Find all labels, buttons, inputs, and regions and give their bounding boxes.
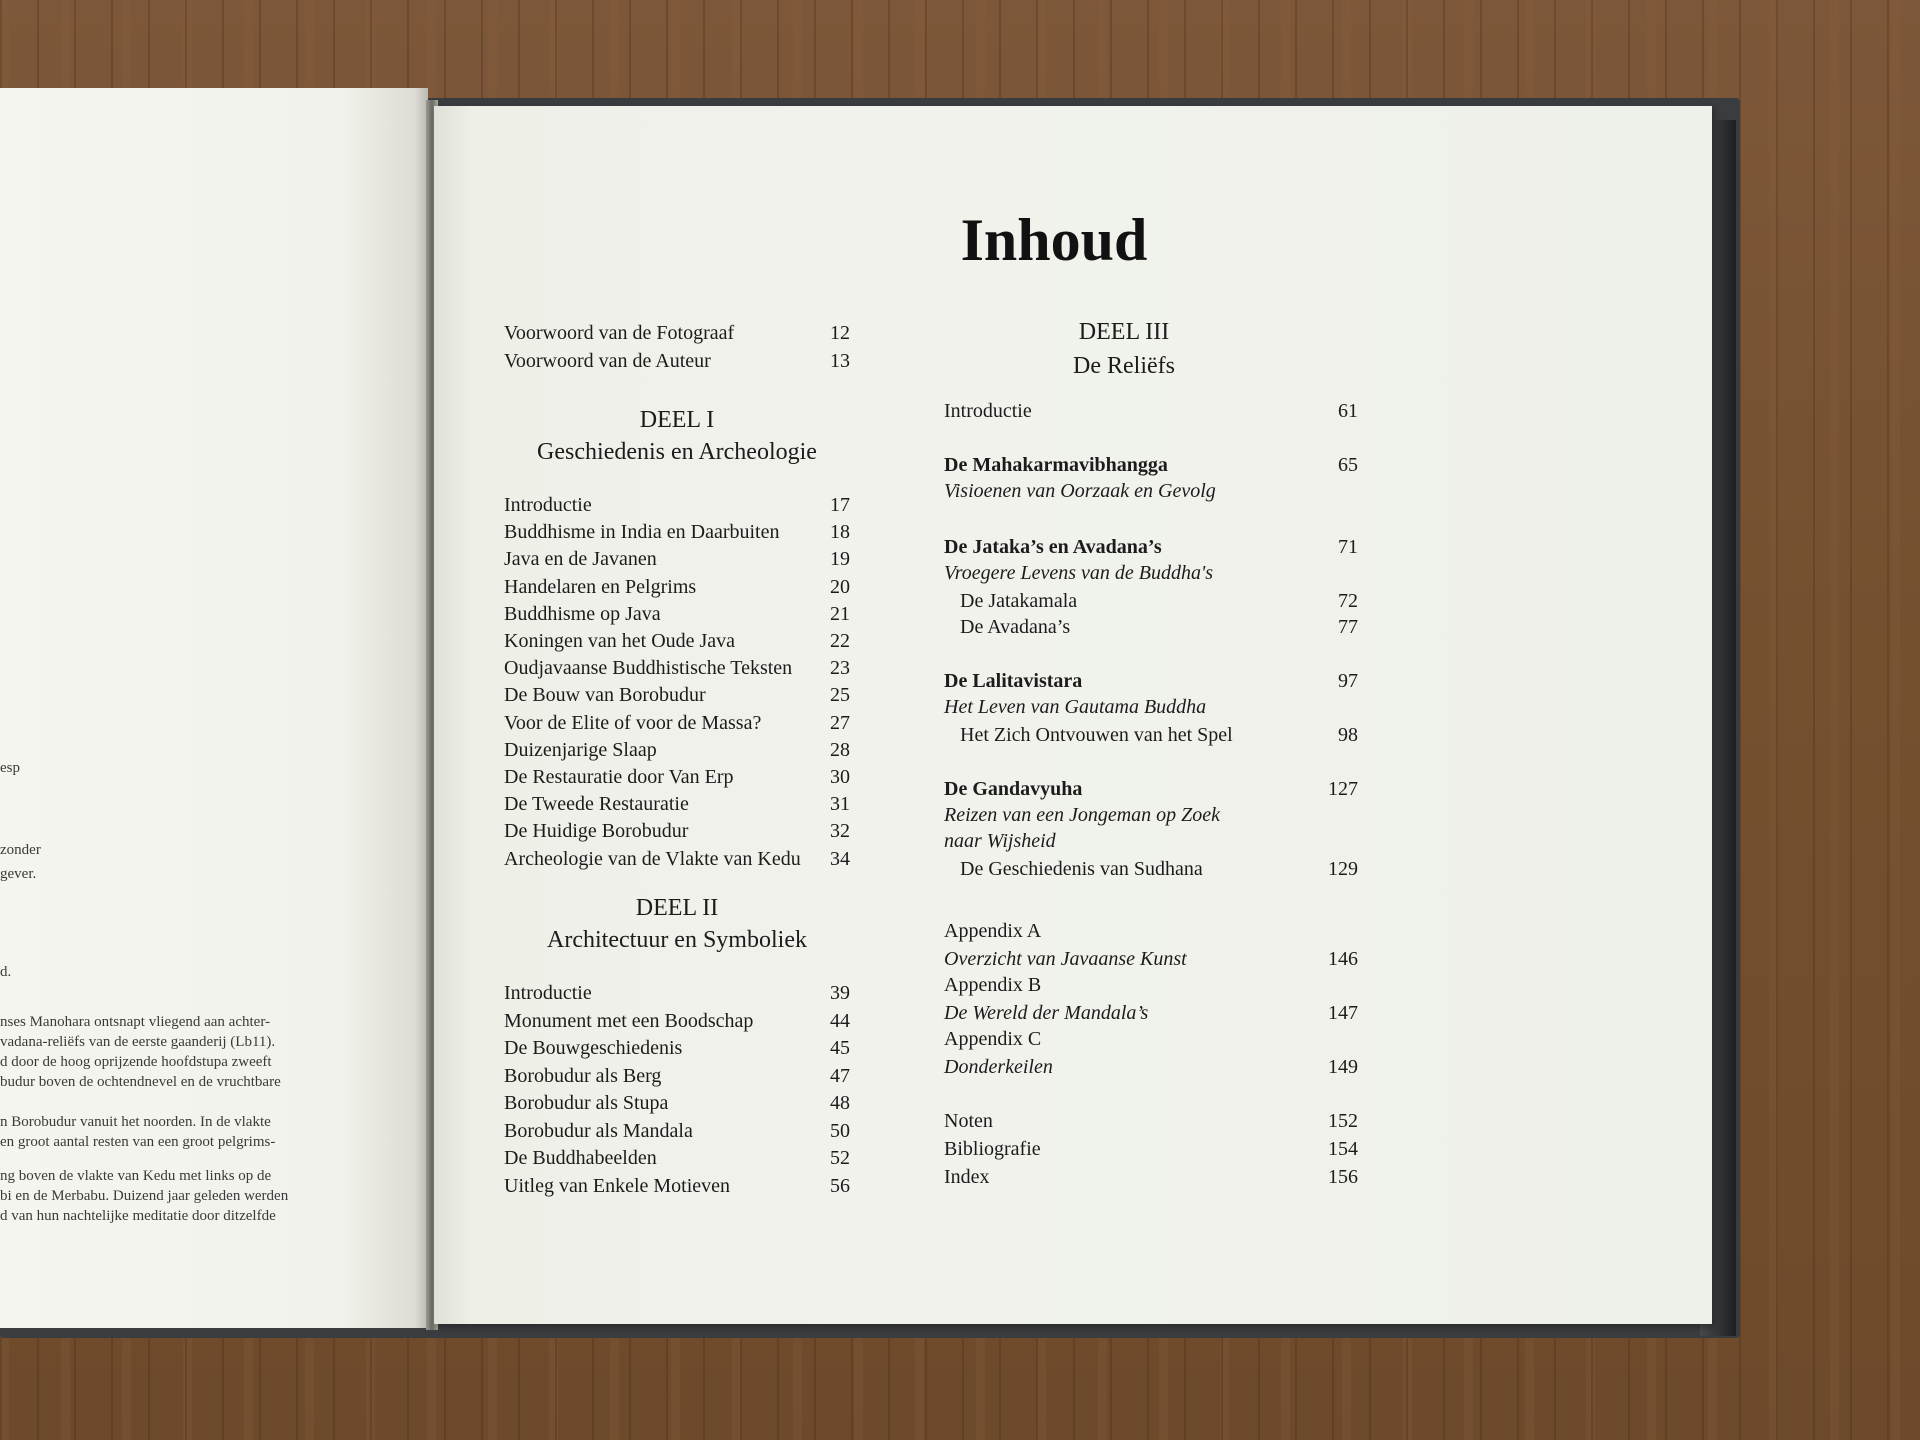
toc-entry-label: De Avadana’s — [960, 616, 1071, 638]
toc-entry-page: 23 — [830, 657, 850, 680]
toc-entry — [504, 980, 850, 1006]
toc-entry — [944, 1054, 1358, 1080]
caption-fragment: d door de hoog oprijzende hoofdstupa zweeft — [0, 1054, 272, 1070]
toc-entry — [504, 1118, 850, 1144]
toc-entry — [504, 1008, 850, 1034]
toc-entry-label: Uitleg van Enkele Motieven — [504, 1174, 731, 1197]
caption-fragment: zonder — [0, 842, 41, 858]
toc-entry — [944, 722, 1358, 748]
toc-entry — [504, 348, 850, 374]
toc-entry-page: 30 — [830, 766, 850, 788]
left-page — [0, 88, 428, 1328]
toc-entry-label: Noten — [944, 1110, 993, 1132]
toc-entry-label: Voor de Elite of voor de Massa? — [504, 711, 762, 734]
toc-entry-label: Koningen van het Oude Java — [504, 630, 736, 652]
toc-entry-label: Reizen van een Jongeman op Zoek — [944, 804, 1221, 826]
toc-entry — [504, 601, 850, 627]
toc-entry-label: Appendix A — [944, 920, 1042, 942]
toc-entry — [944, 1026, 1358, 1052]
toc-entry-page: 129 — [1328, 858, 1358, 880]
toc-entry-page: 48 — [830, 1092, 850, 1114]
caption-fragment: esp — [0, 760, 20, 776]
toc-entry-page: 72 — [1338, 590, 1358, 612]
part-number: DEEL II — [635, 895, 719, 921]
toc-entry — [944, 452, 1358, 478]
toc-entry-label: De Buddhabeelden — [504, 1147, 657, 1169]
toc-entry-page: 50 — [830, 1119, 850, 1142]
toc-entry-label: De Huidige Borobudur — [504, 820, 689, 843]
toc-entry — [504, 492, 850, 518]
toc-entry — [944, 694, 1358, 720]
caption-fragment: vadana-reliëfs van de eerste gaanderij (Lb11). — [0, 1034, 276, 1050]
toc-entry-label: Introductie — [944, 400, 1032, 422]
toc-entry-page: 149 — [1328, 1056, 1358, 1078]
toc-entry-label: De Jatakamala — [960, 590, 1078, 612]
toc-entry-label: De Restauratie door Van Erp — [504, 766, 734, 788]
toc-entry — [504, 1173, 850, 1199]
toc-entry-page: 34 — [830, 847, 850, 870]
toc-entry-page: 154 — [1328, 1138, 1358, 1160]
caption-fragment: bi en de Merbabu. Duizend jaar geleden werden — [0, 1188, 289, 1204]
part-number: DEEL III — [1078, 319, 1170, 345]
part-title: Geschiedenis en Archeologie — [537, 439, 817, 465]
toc-entry-page: 28 — [830, 738, 850, 761]
toc-entry — [504, 1063, 850, 1089]
toc-entry-label: Index — [944, 1166, 990, 1188]
toc-entry — [504, 320, 850, 346]
toc-entry-label: Het Leven van Gautama Buddha — [944, 696, 1207, 718]
toc-entry-label: Appendix B — [944, 974, 1042, 996]
toc-entry-page: 147 — [1328, 1002, 1358, 1024]
toc-entry — [944, 776, 1358, 802]
toc-entry-page: 44 — [830, 1009, 850, 1032]
toc-entry-page: 39 — [830, 982, 850, 1004]
toc-entry-label: Visioenen van Oorzaak en Gevolg — [944, 480, 1216, 502]
toc-entry-label: Vroegere Levens van de Buddha's — [944, 562, 1214, 584]
caption-fragment: budur boven de ochtendnevel en de vruchtbare — [0, 1074, 281, 1090]
toc-entry-page: 12 — [830, 322, 850, 344]
toc-entry-label: Overzicht van Javaanse Kunst — [944, 948, 1187, 970]
caption-fragment: ng boven de vlakte van Kedu met links op de — [0, 1168, 272, 1184]
toc-entry-page: 31 — [830, 793, 850, 816]
toc-entry-label: Borobudur als Mandala — [504, 1119, 693, 1142]
toc-entry-page: 27 — [830, 711, 850, 734]
toc-entry-label: Buddhisme op Java — [504, 602, 661, 625]
toc-entry-label: Borobudur als Berg — [504, 1064, 662, 1087]
toc-entry-page: 56 — [830, 1174, 850, 1197]
toc-entry-label: De Wereld der Mandala’s — [944, 1002, 1149, 1024]
toc-entry-page: 71 — [1338, 536, 1358, 558]
toc-entry — [504, 818, 850, 844]
toc-entry-page: 65 — [1338, 454, 1358, 476]
toc-entry — [504, 574, 850, 600]
toc-entry — [944, 668, 1358, 694]
toc-entry-page: 18 — [830, 521, 850, 544]
toc-entry-label: De Geschiedenis van Sudhana — [960, 858, 1203, 880]
page-title: Inhoud — [960, 207, 1148, 273]
toc-entry-page: 22 — [830, 630, 850, 652]
toc-entry-page: 25 — [830, 684, 850, 707]
toc-entry-label: Voorwoord van de Fotograaf — [504, 322, 735, 344]
toc-entry — [944, 918, 1358, 944]
caption-fragment: en groot aantal resten van een groot pelgrims- — [0, 1134, 276, 1150]
toc-entry-page: 146 — [1328, 948, 1358, 970]
toc-entry-page: 45 — [830, 1037, 850, 1059]
toc-entry-page: 152 — [1328, 1110, 1358, 1132]
toc-entry — [944, 1108, 1358, 1134]
part-title: Architectuur en Symboliek — [547, 927, 807, 953]
toc-entry-label: Buddhisme in India en Daarbuiten — [504, 521, 780, 544]
toc-entry-page: 98 — [1338, 724, 1358, 746]
toc-entry — [504, 764, 850, 790]
toc-entry-page: 156 — [1328, 1166, 1358, 1188]
toc-entry-label: Duizenjarige Slaap — [504, 738, 657, 761]
toc-entry-label: De Gandavyuha — [944, 778, 1083, 800]
toc-entry-label: naar Wijsheid — [944, 830, 1056, 852]
toc-entry — [944, 802, 1358, 828]
toc-entry-label: De Bouwgeschiedenis — [504, 1037, 683, 1059]
toc-entry — [504, 791, 850, 817]
toc-entry-page: 19 — [830, 548, 850, 571]
toc-entry-label: Handelaren en Pelgrims — [504, 575, 697, 598]
caption-fragment: gever. — [0, 866, 37, 882]
toc-entry — [944, 946, 1358, 972]
toc-entry-page: 17 — [830, 494, 850, 516]
caption-fragment: d van hun nachtelijke meditatie door ditzelfde — [0, 1208, 276, 1224]
toc-entry — [504, 546, 850, 572]
toc-entry — [504, 682, 850, 708]
toc-entry — [944, 972, 1358, 998]
toc-entry-page: 77 — [1338, 616, 1358, 638]
toc-entry-label: Oudjavaanse Buddhistische Teksten — [504, 657, 793, 680]
toc-entry-page: 52 — [830, 1147, 850, 1169]
toc-entry-label: Voorwoord van de Auteur — [504, 349, 711, 372]
toc-entry — [944, 478, 1358, 504]
toc-entry — [504, 519, 850, 545]
toc-entry-label: Introductie — [504, 982, 592, 1004]
toc-entry-label: Borobudur als Stupa — [504, 1092, 669, 1114]
toc-entry-label: De Jataka’s en Avadana’s — [944, 536, 1162, 558]
toc-entry-label: Bibliografie — [944, 1138, 1041, 1160]
toc-entry — [504, 710, 850, 736]
toc-entry-label: Appendix C — [944, 1028, 1042, 1050]
toc-entry — [944, 560, 1358, 586]
toc-entry — [504, 1145, 850, 1171]
toc-entry — [944, 398, 1358, 424]
toc-entry — [944, 828, 1358, 854]
toc-entry — [944, 1000, 1358, 1026]
toc-entry-label: De Bouw van Borobudur — [504, 684, 706, 707]
toc-entry-label: De Mahakarmavibhangga — [944, 454, 1168, 476]
toc-entry — [944, 534, 1358, 560]
toc-entry — [504, 655, 850, 681]
toc-entry-page: 47 — [830, 1064, 850, 1087]
toc-entry — [944, 1164, 1358, 1190]
toc-entry-label: Archeologie van de Vlakte van Kedu — [504, 847, 801, 870]
toc-entry — [504, 737, 850, 763]
caption-fragment: n Borobudur vanuit het noorden. In de vlakte — [0, 1114, 271, 1130]
toc-entry-page: 61 — [1338, 400, 1358, 422]
toc-entry-label: De Tweede Restauratie — [504, 793, 689, 816]
toc-entry — [504, 1090, 850, 1116]
toc-entry-label: Java en de Javanen — [504, 548, 657, 571]
caption-fragment: nses Manohara ontsnapt vliegend aan achter- — [0, 1014, 271, 1030]
part-title: De Reliëfs — [1073, 353, 1175, 379]
toc-entry-label: Het Zich Ontvouwen van het Spel — [960, 724, 1233, 746]
toc-entry-page: 127 — [1328, 778, 1358, 800]
part-number: DEEL I — [639, 407, 715, 433]
toc-entry-page: 20 — [830, 575, 850, 598]
toc-entry-label: Introductie — [504, 494, 592, 516]
toc-entry-page: 13 — [830, 349, 850, 372]
toc-entry — [944, 1136, 1358, 1162]
toc-entry — [944, 614, 1358, 640]
toc-entry-label: Monument met een Boodschap — [504, 1009, 754, 1032]
toc-entry-page: 21 — [830, 602, 850, 625]
toc-entry-label: De Lalitavistara — [944, 670, 1083, 692]
caption-fragment: d. — [0, 964, 12, 980]
toc-entry-page: 97 — [1338, 670, 1358, 692]
toc-page — [434, 106, 1712, 1324]
toc-entry — [504, 628, 850, 654]
toc-entry — [944, 856, 1358, 882]
toc-entry — [944, 588, 1358, 614]
toc-entry-label: Donderkeilen — [944, 1056, 1053, 1078]
toc-entry-page: 32 — [830, 820, 850, 843]
toc-entry — [504, 1035, 850, 1061]
toc-entry — [504, 846, 850, 872]
